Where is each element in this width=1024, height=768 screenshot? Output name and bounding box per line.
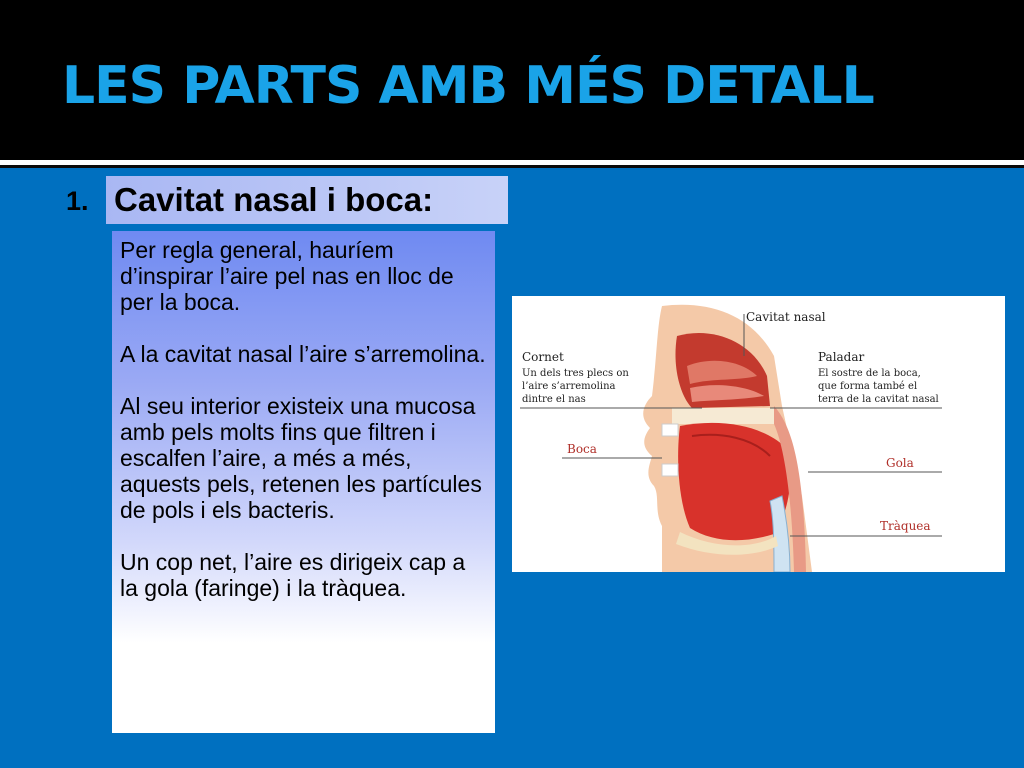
list-number: 1.	[66, 186, 89, 216]
label-cornet-desc-2: l’aire s’arremolina	[522, 381, 616, 392]
teeth	[662, 424, 678, 436]
label-cornet-desc-3: dintre el nas	[522, 394, 586, 405]
section-heading: Cavitat nasal i boca:	[114, 181, 434, 218]
paragraph-1: Per regla general, hauríem d’inspirar l’aire pel nas en lloc de per la boca.	[120, 237, 454, 315]
label-gola: Gola	[886, 456, 914, 470]
label-paladar-desc-2: que forma també el	[818, 381, 918, 392]
label-paladar-desc-3: terra de la cavitat nasal	[818, 394, 939, 405]
label-cornet-desc-1: Un dels tres plecs on	[522, 368, 629, 379]
label-cavitat-nasal: Cavitat nasal	[746, 310, 826, 324]
paragraph-2: A la cavitat nasal l’aire s’arremolina.	[120, 341, 486, 367]
palate	[672, 408, 779, 424]
text-panel	[112, 231, 495, 733]
slide-title: LES PARTS AMB MÉS DETALL	[62, 56, 874, 116]
nasal-cavity-illustration	[512, 296, 1005, 572]
label-boca: Boca	[567, 442, 597, 456]
label-paladar: Paladar	[818, 350, 865, 364]
title-bar	[0, 0, 1024, 160]
label-traquea: Tràquea	[880, 519, 931, 533]
paragraph-3: Al seu interior existeix una mucosa amb pels molts fins que filtren i escalfen l’aire, a més a més, aquests pels, retenen les partícules de pols i els bacteris.	[120, 393, 482, 523]
section-heading-box	[106, 176, 508, 224]
header-divider-shadow	[0, 165, 1024, 168]
label-cornet: Cornet	[522, 350, 564, 364]
label-paladar-desc-1: El sostre de la boca,	[818, 368, 921, 379]
anatomy-diagram	[512, 296, 1005, 572]
paragraph-4: Un cop net, l’aire es dirigeix cap a la gola (faringe) i la tràquea.	[120, 549, 466, 601]
